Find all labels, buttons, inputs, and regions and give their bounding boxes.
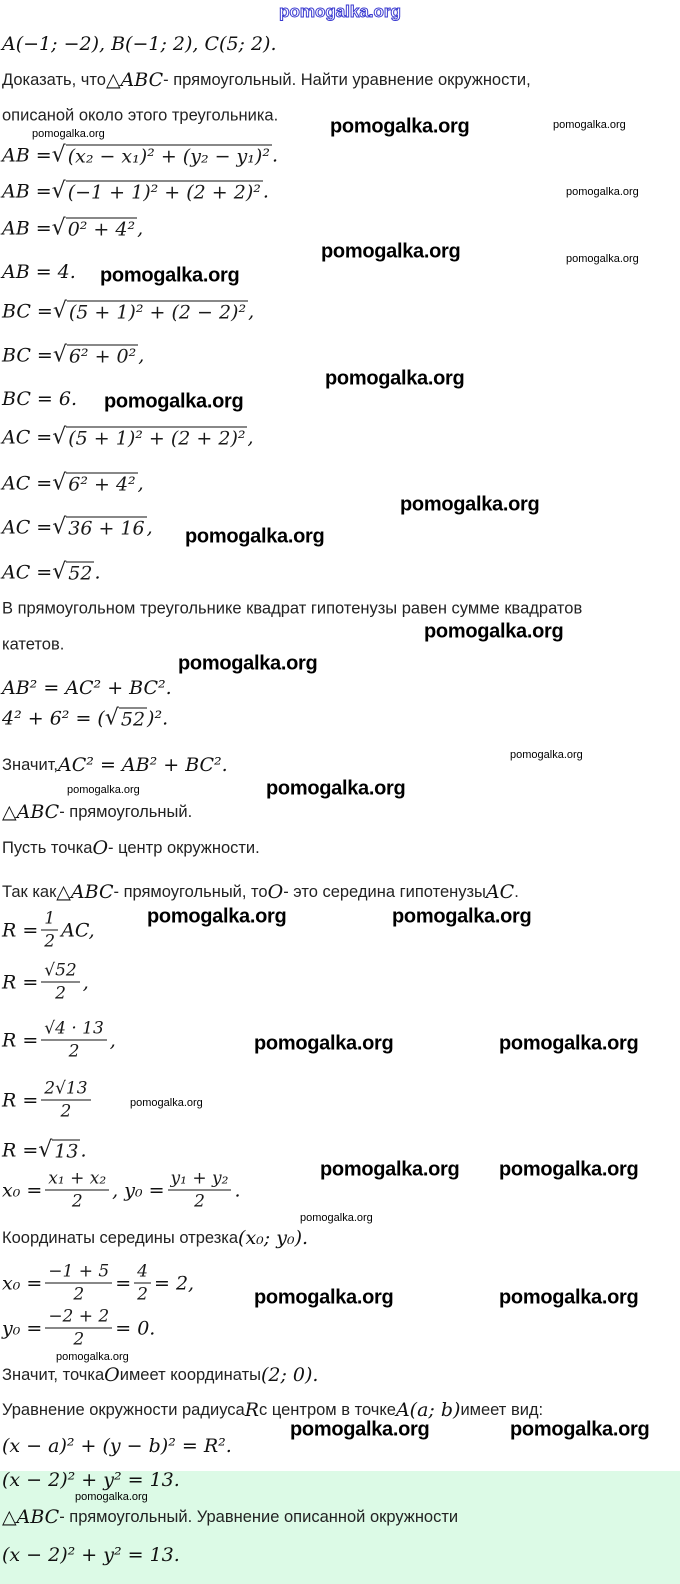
math-expression: AB² = AC² + BC². [2, 677, 172, 699]
fraction [45, 1261, 112, 1306]
denominator: 2 [71, 1191, 83, 1212]
math-expression: . [80, 1139, 87, 1161]
solution-line [2, 636, 64, 655]
watermark: pomogalka.org [56, 1351, 129, 1363]
watermark: pomogalka.org [424, 620, 564, 643]
watermark: pomogalka.org [330, 115, 470, 138]
text: - прямоугольный. Найти уравнение окружности, [163, 70, 531, 89]
math-expression: . [234, 1179, 241, 1201]
radical-sign: √ [51, 178, 66, 204]
denominator: 2 [194, 1191, 205, 1212]
denominator: 2 [73, 1329, 85, 1350]
solution-line [2, 1078, 94, 1123]
solution-line [2, 343, 144, 368]
solution-line [2, 801, 192, 823]
text: - прямоугольный. [59, 802, 193, 821]
watermark: pomogalka.org [100, 264, 240, 287]
square-root [52, 143, 272, 168]
fraction [45, 1306, 112, 1351]
square-root [52, 425, 247, 450]
watermark: pomogalka.org [290, 1418, 430, 1441]
radicand: 0² + 4² [67, 218, 136, 241]
watermark: pomogalka.org [400, 493, 540, 516]
watermark: pomogalka.org [499, 1158, 639, 1181]
watermark: pomogalka.org [300, 1212, 373, 1224]
watermark: pomogalka.org [178, 652, 318, 675]
math-expression: (2; 0). [260, 1364, 319, 1386]
solution-line [2, 960, 89, 1005]
math-expression: AC, [61, 919, 95, 941]
numerator: −2 + 2 [45, 1306, 112, 1329]
answer-line [2, 1506, 458, 1528]
solution-line [2, 1306, 155, 1351]
math-expression: AC = [2, 516, 53, 538]
math-expression: O [92, 837, 109, 859]
radicand: (x₂ − x₁)² + (y₂ − y₁)² [67, 145, 270, 168]
math-expression: AB = [2, 144, 52, 166]
radical-sign: √ [52, 342, 67, 368]
math-expression: . [271, 144, 278, 166]
watermark: pomogalka.org [67, 784, 140, 796]
text: Уравнение окружности радиуса [2, 1400, 245, 1419]
watermark: pomogalka.org [130, 1097, 203, 1109]
math-expression: = 0. [115, 1317, 156, 1339]
watermark: pomogalka.org [147, 905, 287, 928]
watermark: pomogalka.org [392, 905, 532, 928]
radical-sign: √ [52, 559, 67, 585]
math-expression: = [115, 1272, 132, 1294]
text: В прямоугольном треугольнике квадрат гипотенузы равен сумме квадратов [2, 599, 583, 618]
watermark: pomogalka.org [266, 777, 406, 800]
math-expression: BC = [2, 344, 53, 366]
text: Пусть точка [2, 838, 93, 857]
square-root [52, 515, 146, 540]
solution-line [2, 425, 254, 450]
denominator: 2 [60, 1101, 72, 1122]
math-expression: , [138, 344, 145, 366]
math-expression: , [247, 426, 254, 448]
text: имеет вид: [460, 1400, 544, 1419]
text: - прямоугольный, то [113, 882, 268, 901]
watermark: pomogalka.org [75, 1491, 148, 1503]
watermark: pomogalka.org [566, 186, 639, 198]
radicand: 52 [68, 562, 93, 585]
math-expression: (x − 2)² + y² = 13. [2, 1544, 180, 1566]
math-expression: AC² = AB² + BC². [58, 754, 228, 776]
solution-line [2, 677, 172, 699]
radical-sign: √ [52, 424, 67, 450]
radicand: (−1 + 1)² + (2 + 2)² [67, 181, 261, 204]
radical-sign: √ [51, 215, 66, 241]
radical-sign: √ [104, 705, 119, 731]
denominator: 2 [44, 931, 56, 952]
solution-line [2, 754, 228, 776]
watermark: pomogalka.org [510, 1418, 650, 1441]
numerator: −1 + 5 [45, 1261, 112, 1284]
math-expression: AB = 4. [2, 261, 76, 283]
solution-line [2, 837, 260, 859]
solution-line [2, 1168, 240, 1213]
math-expression: O [104, 1364, 120, 1386]
solution-line [2, 908, 95, 953]
radicand: 6² + 4² [68, 473, 136, 496]
radicand: 52 [120, 708, 146, 731]
math-expression: AB = [2, 180, 52, 202]
solution-line [2, 261, 76, 283]
math-expression: , [137, 472, 144, 494]
text: - прямоугольный. Уравнение описанной окружности [59, 1507, 459, 1526]
math-expression: = 2, [153, 1272, 195, 1294]
square-root [52, 216, 137, 241]
math-expression: △ABC [2, 801, 60, 823]
math-expression: , y₀ = [112, 1179, 165, 1201]
solution-line [2, 560, 100, 585]
watermark: pomogalka.org [499, 1286, 639, 1309]
denominator: 2 [68, 1041, 80, 1062]
header-watermark: pomogalka.org [279, 2, 401, 21]
solution-line [2, 69, 531, 91]
math-expression: BC = 6. [2, 388, 77, 410]
text: Значит, [2, 755, 59, 774]
watermark: pomogalka.org [32, 128, 105, 140]
math-expression: . [94, 561, 101, 583]
math-expression: AC = [2, 561, 53, 583]
square-root [52, 471, 137, 496]
watermark: pomogalka.org [499, 1032, 639, 1055]
solution-line [2, 1469, 180, 1491]
fraction [168, 1168, 232, 1213]
math-expression: R = [2, 971, 39, 993]
math-expression: R = [2, 1089, 39, 1111]
watermark: pomogalka.org [104, 390, 244, 413]
math-expression: AC [485, 881, 515, 903]
solution-line [2, 143, 278, 168]
math-expression: . [262, 180, 269, 202]
math-expression: R = [2, 1029, 39, 1051]
math-expression: (x − a)² + (y − b)² = R². [2, 1435, 232, 1457]
numerator: x₁ + x₂ [45, 1168, 109, 1191]
math-expression: AB = [2, 217, 52, 239]
radical-sign: √ [52, 514, 67, 540]
solution-line [2, 881, 519, 903]
watermark: pomogalka.org [566, 253, 639, 265]
numerator: 4 [134, 1261, 151, 1284]
solution-line [2, 388, 77, 410]
watermark: pomogalka.org [553, 119, 626, 131]
radicand: 13 [54, 1140, 79, 1163]
fraction [45, 1168, 109, 1213]
math-expression: O [267, 881, 284, 903]
square-root [52, 560, 94, 585]
fraction [41, 908, 58, 953]
denominator: 2 [73, 1284, 85, 1305]
numerator: y₁ + y₂ [168, 1168, 232, 1191]
math-expression: , [248, 300, 255, 322]
radicand: (5 + 1)² + (2 + 2)² [68, 427, 246, 450]
fraction [41, 1078, 90, 1123]
fraction [134, 1261, 151, 1306]
denominator: 2 [55, 983, 66, 1004]
square-root [38, 1138, 80, 1163]
solution-line [2, 706, 168, 731]
math-expression: , [109, 1029, 116, 1051]
watermark: pomogalka.org [325, 367, 465, 390]
fraction [41, 960, 79, 1005]
text: описаной около этого треугольника. [2, 106, 279, 125]
solution-line [2, 107, 278, 126]
radical-sign: √ [38, 1137, 53, 1163]
solution-line [2, 1227, 308, 1249]
solution-line [2, 33, 277, 55]
radical-sign: √ [52, 298, 67, 324]
math-expression: R = [2, 1139, 39, 1161]
solution-line [2, 1364, 318, 1386]
math-expression: BC = [2, 300, 53, 322]
math-expression: , [146, 516, 153, 538]
answer-line [2, 1544, 180, 1566]
watermark: pomogalka.org [321, 240, 461, 263]
watermark: pomogalka.org [254, 1032, 394, 1055]
math-expression: (x − 2)² + y² = 13. [2, 1469, 180, 1491]
denominator: 2 [137, 1284, 148, 1305]
math-expression: A(a; b) [395, 1399, 461, 1421]
square-root [53, 343, 138, 368]
numerator: √52 [41, 960, 79, 983]
square-root [53, 299, 248, 324]
solution-line [2, 1261, 194, 1306]
watermark: pomogalka.org [320, 1158, 460, 1181]
solution-line [2, 471, 144, 496]
math-expression: △ABC [105, 69, 164, 91]
text: Значит, точка [2, 1365, 105, 1384]
solution-line [2, 299, 254, 324]
radicand: 6² + 0² [68, 345, 137, 368]
math-expression: △ABC [2, 1506, 60, 1528]
math-expression: R [244, 1399, 259, 1421]
text: Координаты середины отрезка [2, 1228, 239, 1247]
solution-line [2, 600, 582, 619]
math-expression: )². [147, 707, 169, 729]
math-expression: y₀ = [2, 1317, 43, 1339]
math-expression: △ABC [56, 881, 114, 903]
radicand: (5 + 1)² + (2 − 2)² [68, 301, 247, 324]
math-expression: R = [2, 919, 39, 941]
solution-line [2, 1018, 116, 1063]
solution-line [2, 1435, 232, 1457]
solution-line [2, 515, 153, 540]
solution-line [2, 179, 269, 204]
square-root [105, 706, 147, 731]
math-expression: x₀ = [2, 1272, 43, 1294]
math-expression: x₀ = [2, 1179, 43, 1201]
watermark: pomogalka.org [510, 749, 583, 761]
solution-line [2, 216, 143, 241]
math-expression: (x₀; y₀). [238, 1227, 309, 1249]
text: Доказать, что [2, 70, 106, 89]
numerator: √4 · 13 [41, 1018, 107, 1041]
radical-sign: √ [52, 470, 67, 496]
solution-line [2, 1138, 87, 1163]
numerator: 2√13 [41, 1078, 90, 1101]
watermark: pomogalka.org [185, 525, 325, 548]
text: Так как [2, 882, 57, 901]
radical-sign: √ [51, 142, 66, 168]
radicand: 36 + 16 [68, 517, 145, 540]
text: - это середина гипотенузы [283, 882, 486, 901]
numerator: 1 [41, 908, 58, 931]
watermark: pomogalka.org [254, 1286, 394, 1309]
math-expression: AC = [2, 472, 53, 494]
text: . [514, 882, 519, 901]
text: с центром в точке [259, 1400, 396, 1419]
math-expression: , [82, 971, 89, 993]
text: имеет координаты [119, 1365, 261, 1384]
text: - центр окружности. [108, 838, 260, 857]
math-expression: 4² + 6² = ( [2, 707, 105, 729]
math-expression: , [137, 217, 144, 239]
text: катетов. [2, 635, 65, 654]
math-expression: AC = [2, 426, 53, 448]
solution-line [2, 1399, 543, 1421]
fraction [41, 1018, 107, 1063]
square-root [52, 179, 263, 204]
math-expression: A(−1; −2), B(−1; 2), C(5; 2). [2, 33, 277, 55]
